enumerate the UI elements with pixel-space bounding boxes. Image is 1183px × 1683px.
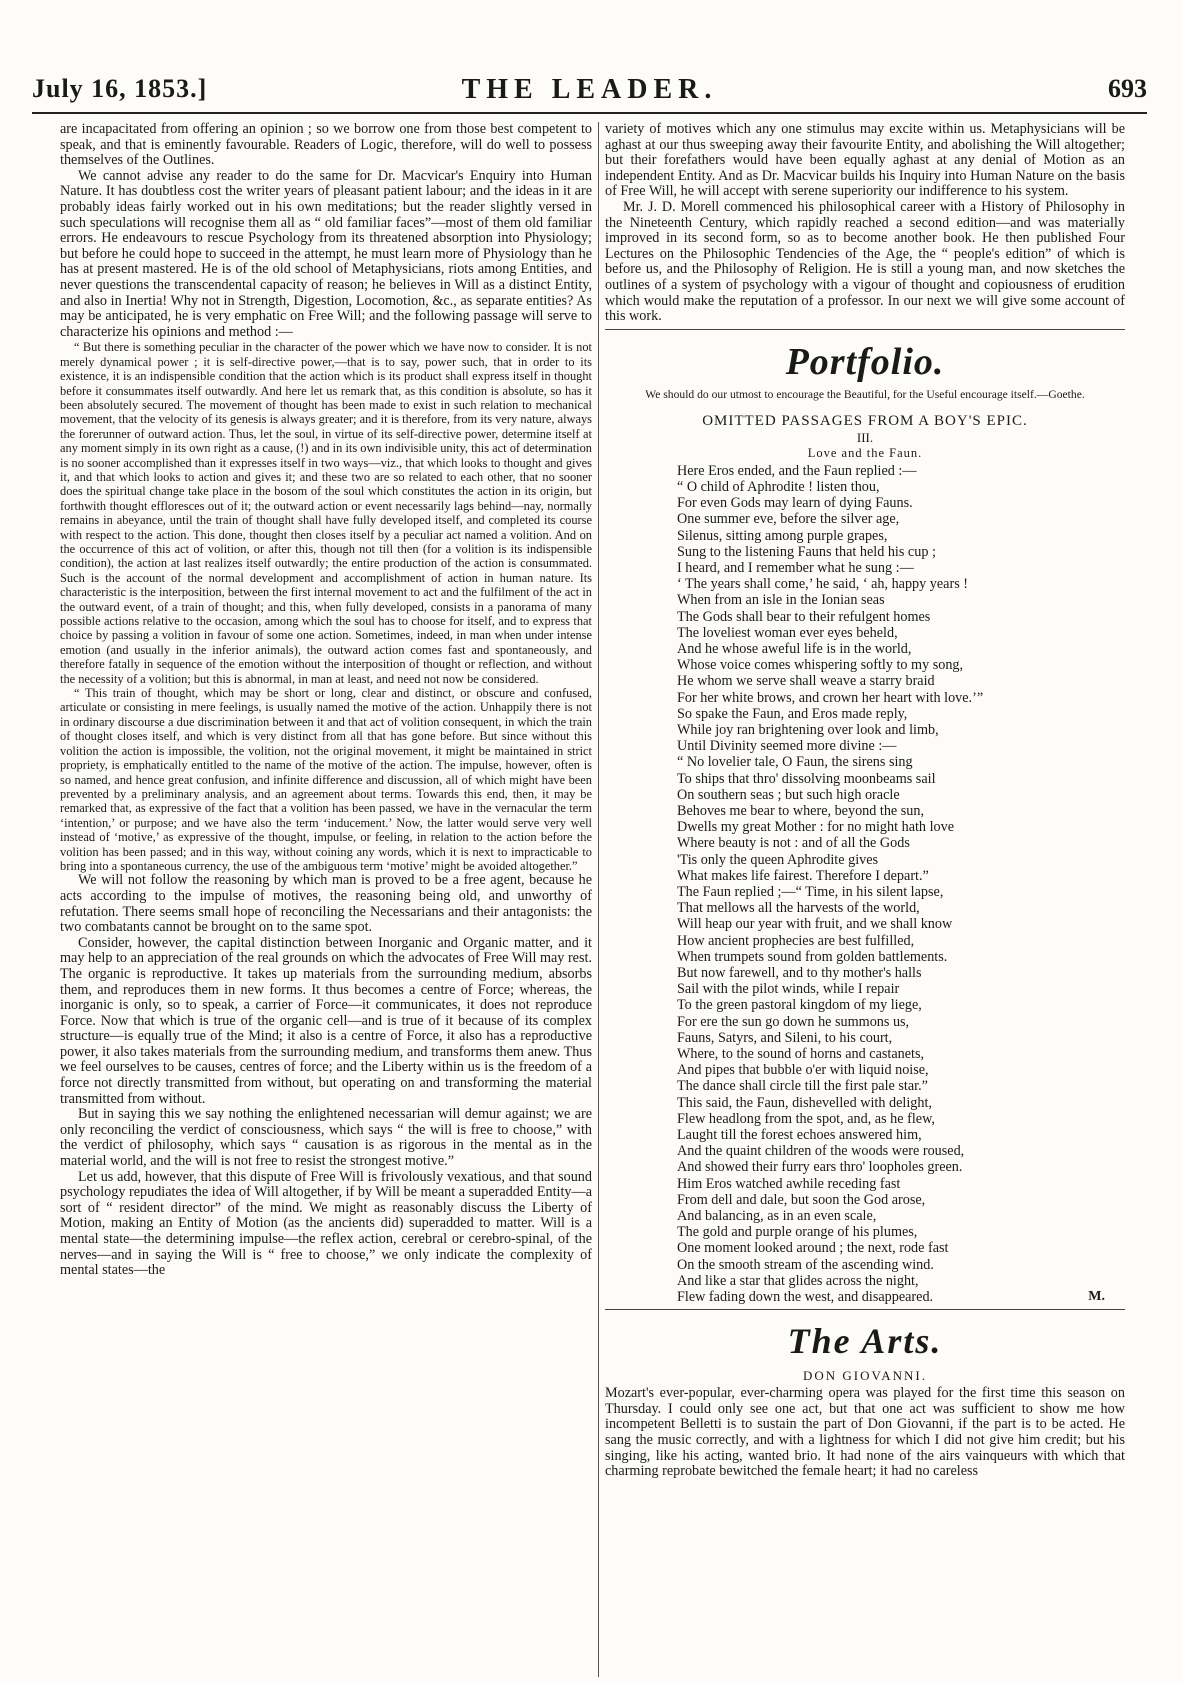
poem-line: When trumpets sound from golden battlements. — [677, 948, 948, 965]
poem-line: So spake the Faun, and Eros made reply, — [677, 705, 908, 722]
poem-line: While joy ran brightening over look and limb, — [677, 721, 939, 738]
column-divider — [598, 122, 599, 1677]
poem-line: The dance shall circle till the first pale star.” — [677, 1078, 928, 1095]
poem-line: On the smooth stream of the ascending wind. — [677, 1256, 934, 1273]
header-rule — [32, 112, 1147, 114]
poem-number: III. — [856, 429, 874, 445]
paragraph: are incapacitated from offering an opinion ; so we borrow one from those best competent to speak, and that is eminently favourable. Readers of Logic, therefore, will do well to possess themselves of the Outlines. — [60, 122, 592, 169]
section-title-arts: The Arts. — [787, 1321, 943, 1362]
poem-line: 'Tis only the queen Aphrodite gives — [677, 851, 879, 868]
poem-line: On southern seas ; but such high oracle — [677, 786, 900, 803]
section-title-portfolio: Portfolio. — [785, 340, 945, 383]
poem-line: What makes life fairest. Therefore I depart.” — [677, 867, 929, 884]
paragraph: variety of motives which any one stimulus may excite within us. Metaphysicians will be aghast at our thus sweeping away their favourite Entity, and abolishing the Will altogether; but their forefathers would have been equally aghast at any denial of Motion as an independent Entity. And as Dr. Macvicar builds his Inquiry into Human Nature on the basis of Free Will, he will accept with serene superiority our indifference to his system. — [605, 122, 1125, 200]
poem-line: Flew fading down the west, and disappeared. — [677, 1289, 934, 1306]
poem-line: The Faun replied ;—“ Time, in his silent lapse, — [677, 884, 944, 900]
poem-line: From dell and dale, but soon the God arose, — [677, 1191, 926, 1208]
poem-line: The gold and purple orange of his plumes, — [677, 1224, 918, 1241]
poem-line: For her white brows, and crown her heart with love.’” — [677, 689, 984, 706]
poem-line: And like a star that glides across the night, — [677, 1272, 919, 1289]
poem-title: OMITTED PASSAGES FROM A BOY'S EPIC. — [702, 412, 1028, 429]
poem-line: And showed their furry ears thro' loopholes green. — [677, 1159, 963, 1176]
poem-line: One moment looked around ; the next, rode fast — [677, 1240, 949, 1257]
poem-line: Sail with the pilot winds, while I repair — [677, 981, 900, 998]
poem-line: The Gods shall bear to their refulgent homes — [677, 608, 931, 625]
poem-line: How ancient prophecies are best fulfilled, — [677, 932, 915, 949]
poem-line: ‘ The years shall come,’ he said, ‘ ah, happy years ! — [677, 576, 968, 593]
poem-line: “ O child of Aphrodite ! listen thou, — [677, 478, 880, 495]
newspaper-title: THE LEADER. — [461, 74, 718, 105]
author-signature: M. — [1088, 1289, 1105, 1305]
poem-line: Will heap our year with fruit, and we shall know — [677, 916, 953, 933]
poem-line: Where, to the sound of horns and castanets, — [677, 1046, 925, 1063]
epigraph: We should do our utmost to encourage the Beautiful, for the Useful encourage itself.—Goethe. — [645, 387, 1085, 401]
section-rule — [605, 1309, 1125, 1310]
poem-line: Dwells my great Mother : for no might hath love — [677, 819, 954, 836]
poem-subtitle: Love and the Faun. — [807, 445, 923, 460]
poem-line: And pipes that bubble o'er with liquid noise, — [677, 1062, 929, 1079]
poem-line: Until Divinity seemed more divine :— — [677, 738, 897, 755]
poem-line: One summer eve, before the silver age, — [677, 511, 900, 528]
paragraph: But in saying this we say nothing the enlightened necessarian will demur against; we are only reconciling the verdict of consciousness, which says “ the will is free to choose,” with the verdict of philosophy, which says “ causation is as rigorous in the mental as in the material world, and the will is not free to resist the strongest motive.” — [60, 1106, 592, 1170]
poem-line: Where beauty is not : and of all the Gods — [677, 835, 910, 852]
poem-line: For ere the sun go down he summons us, — [677, 1013, 910, 1030]
left-column — [60, 122, 592, 1677]
poem-line: Him Eros watched awhile receding fast — [677, 1175, 901, 1192]
poem-line: That mellows all the harvests of the world, — [677, 900, 920, 917]
quoted-passage: “ But there is something peculiar in the character of the power which we have now to consider. It is not merely dynamical power ; it is self-directive power,—that is to say, power such, that in order to its existence, it is an indispensible condition that the action which is its product shall express itself in thought before it consummates itself outwardly. And here let us remark that, as this condition is absolute, so has it been absolutely secured. The movement of thought has been made to exist in such relation to mechanical movement, that the velocity of its genesis is always greater; and it is therefore, from its very nature, always the forerunner of outward action. Thus, let the soul, in virtue of its self-directive power, determine itself at any moment simply in its own right as a cause, (!) and in its own indivisible unity, this act of determination is no sooner accomplished than it expresses itself in two ways—viz., that which looks to thought and gives it, and that which looks to action and gives it; and these two are so related to each other, that no sooner does the spiritual change take place in the bosom of the soul which constitutes the action in its origin, but forthwith thought effloresces out of it; the outward action or event necessarily lags behind—nay, normally remains in abeyance, until the train of thought shall have fully developed itself, and completed its course with respect to the action. This done, thought then closes itself by a peculiar act named a volition. And on the occurrence of this act of volition, or after this, though not till then (for a volition is its indispensible condition), the action at last realizes itself outwardly; the entire production of the action is consummated. Such is the account of the normal development and accomplishment of action in human nature. Its characteristic is the interposition, between the first internal movement to act and the fulfilment of the act in the outward event, of a train of thought; and this, when fully developed, consists in a panorama of many possible actions relative to the occasion, among which the soul has to choose for itself, and to express that choice by passing a volition in favour of some one action. Sometimes, indeed, in man when under intense emotion (and usually in the inferior animals), the outward action comes fast and spontaneously, and therefore fatally in sequence of the emotion without the interposition of thought or reflection, and without the necessity of a volition; but this is abnormal, in man at least, and need not now be considered. — [60, 340, 592, 686]
poem-line: And balancing, as in an even scale, — [677, 1208, 877, 1225]
poem-line: To the green pastoral kingdom of my liege, — [677, 997, 922, 1014]
poem-line: Whose voice comes whispering softly to my song, — [677, 657, 964, 674]
poem-line: Fauns, Satyrs, and Sileni, to his court, — [677, 1029, 893, 1046]
poem-line: I heard, and I remember what he sung :— — [677, 559, 914, 576]
paragraph: Let us add, however, that this dispute of Free Will is frivolously vexatious, and that sound psychology repudiates the idea of Will altogether, if by Will be meant a superadded Entity—a sort of “ resident director” of the mind. We might as reasonably discuss the Liberty of Motion, making an Entity of Motion (as the ancients did) superadded to matter. Will is a mental state—the determining impulse—the reflex action, cerebral or cerebro-spinal, of the nerves—and in saying the Will is “ free to choose,” we only indicate the complexity of mental states—the — [60, 1168, 592, 1279]
paragraph: Mozart's ever-popular, ever-charming opera was played for the first time this season on Thursday. I could only see one act, but that one act was sufficient to show me how incompetent Belletti is to sustain the part of Don Giovanni, if the part is to be acted. He sang the music correctly, and with a lightness for which I did not give him credit; but his singing, like his acting, wanted brio. It had none of the airs vainqueurs with which that charming reprobate bewitched the female heart; it had no careless — [605, 1385, 1125, 1480]
poem-line: “ No lovelier tale, O Faun, the sirens sing — [677, 754, 913, 771]
poem-line: When from an isle in the Ionian seas — [677, 592, 885, 609]
poem-line: Behoves me bear to where, beyond the sun, — [677, 802, 925, 819]
poem-body — [677, 463, 1125, 1306]
poem-line: And he whose aweful life is in the world, — [677, 640, 912, 657]
poem-line: He whom we serve shall weave a starry braid — [677, 673, 935, 690]
poem-line: Here Eros ended, and the Faun replied :— — [677, 462, 917, 479]
poem-line: Laught till the forest echoes answered him, — [677, 1127, 922, 1144]
poem-line: The loveliest woman ever eyes beheld, — [677, 624, 898, 641]
right-column — [605, 122, 1125, 1677]
paragraph: We cannot advise any reader to do the same for Dr. Macvicar's Enquiry into Human Nature. It has doubtless cost the writer years of pleasant patient labour; and the ideas in it are probably ideas fairly worked out in his own meditations; but the reader slightly versed in such speculations will recognise them all as “ old familiar faces”—most of them old familiar errors. He endeavours to rescue Psychology from its threatened absorption into Physiology; but before he could hope to succeed in the attempt, he must learn more of Physiology than he has at present mastered. He is of the old school of Metaphysicians, riots among Entities, and never questions the transcendental capacity of reason; he believes in Will as a distinct Entity, and also in Inertia! Why not in Strength, Digestion, Locomotion, &c., as separate entities? As may be anticipated, he is very emphatic on Free Will; and the following passage will serve to characterize his opinions and method :— — [60, 167, 592, 340]
poem-line: And the quaint children of the woods were roused, — [677, 1143, 965, 1160]
poem-line: Sung to the listening Fauns that held his cup ; — [677, 543, 936, 560]
page-number: 693 — [1108, 74, 1147, 103]
poem-line: This said, the Faun, dishevelled with delight, — [677, 1094, 932, 1111]
paragraph: Mr. J. D. Morell commenced his philosophical career with a History of Philosophy in the Nineteenth Century, which rapidly reached a second edition—and was materially improved in its second form, so as to become another book. He then published Four Lectures on the Philosophic Tendencies of the Age, the “ people's edition” of which is before us, and the Philosophy of Religion. He is still a young man, and now sketches the outlines of a system of psychology with a vigour of thought and copiousness of erudition which would make the reputation of a professor. In our next we will give some account of this work. — [605, 198, 1125, 325]
section-rule — [605, 329, 1125, 330]
poem-line: Flew headlong from the spot, and, as he flew, — [677, 1110, 935, 1127]
page-header — [32, 74, 1147, 110]
paragraph: Consider, however, the capital distinction between Inorganic and Organic matter, and it may help to an appreciation of the real grounds on which the advocates of Free Will may rest. The organic is reproductive. It takes up materials from the surrounding medium, absorbs them, and reproduces them in new forms. It thus becomes a centre of Force; whereas, the inorganic is only, so to speak, a carrier of Force—it communicates, it does not reproduce Force. Now that which is true of the organic cell—and is true of it because of its complex structure—is equally true of the Mind; it also is a centre of Force, it also has a reproductive power, it also takes materials from the surrounding medium, and transforms them anew. Thus we feel ourselves to be causes, centres of force; and the Liberty within us is the freedom of a force not directly transmitted from without, but operating on and transforming the material transmitted from without. — [60, 934, 592, 1107]
issue-date: July 16, 1853.] — [32, 74, 208, 103]
poem-line: But now farewell, and to thy mother's halls — [677, 965, 922, 982]
article-title: DON GIOVANNI. — [803, 1368, 927, 1384]
poem-line: Silenus, sitting among purple grapes, — [677, 527, 888, 544]
quoted-passage: “ This train of thought, which may be short or long, clear and distinct, or obscure and confused, articulate or consisting in mere feelings, is usually named the motive of the action. Unhappily there is not in ordinary discourse a due discrimination between it and that act of volition consequent, in which the train of thought closes itself, and which is very distinct from all that has gone before. But since without this volition the action is impossible, the volition, not the original movement, it might be maintained in strict propriety, is emphatically entitled to the name of the motive of the action. The impulse, however, often is so named, and hence great confusion, and infinite difference and discussion, all of which might have been prevented by a preliminary analysis, and an agreement about terms. Towards this end, then, it may be remarked that, as expressive of the fact that a volition has been passed, we have in the vernacular the term ‘intention,’ or purpose; and we have also the term ‘inducement.’ Now, the latter would serve very well instead of ‘motive,’ as expressive of the thought, impulse, or feeling, in relation to the action before the volition has been passed; and in this way, without coining any words, which it is next to impracticable to bring into a spontaneous currency, the use of the ambiguous term ‘motive’ might be avoided altogether.” — [60, 686, 592, 873]
poem-line: For even Gods may learn of dying Fauns. — [677, 495, 913, 512]
paragraph: We will not follow the reasoning by which man is proved to be a free agent, because he acts according to the impulse of motives, the reasoning being old, and unworthy of refutation. There seems small hope of reconciling the Necessarians and their antagonists: the two combatants cannot be brought on to the same spot. — [60, 872, 592, 936]
poem-line: To ships that thro' dissolving moonbeams sail — [677, 770, 936, 787]
